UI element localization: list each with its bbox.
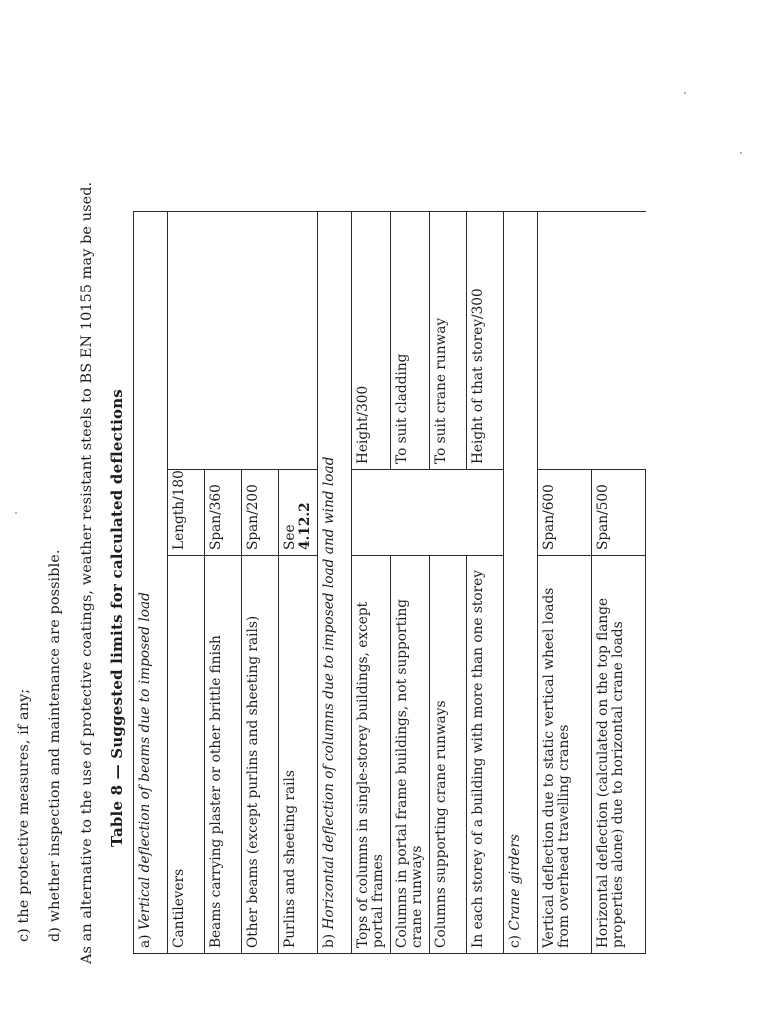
row-description: Columns supporting crane runways	[430, 556, 467, 954]
scan-speck	[684, 92, 686, 94]
row-limit: Height of that storey/300	[467, 211, 504, 469]
scan-speck	[15, 512, 17, 514]
clause-reference: 4.12.2	[297, 502, 313, 550]
table-row	[538, 211, 592, 953]
deflection-limits-table	[133, 211, 646, 954]
table-row	[168, 211, 205, 953]
section-title: Vertical deflection of beams due to imposed load	[137, 592, 153, 931]
row-limit: Height/300	[352, 211, 391, 469]
table-row	[467, 211, 504, 953]
row-limit: Span/600	[538, 470, 592, 556]
section-header	[134, 211, 168, 953]
row-limit: To suit cladding	[391, 211, 430, 469]
table-caption: Table 8 — Suggested limits for calculated deflections	[108, 389, 126, 847]
blank-cell	[352, 470, 504, 556]
row-description: Cantilevers	[168, 556, 205, 954]
list-item-c: c) the protective measures, if any;	[16, 688, 32, 942]
row-description: Horizontal deflection (calculated on the top flange properties alone) due to horizontal crane loads	[592, 556, 646, 954]
section-title: Crane girders	[507, 834, 523, 931]
row-description: Tops of columns in single-storey buildings, except portal frames	[352, 556, 391, 954]
limit-prefix: See	[282, 524, 298, 550]
scan-speck	[740, 152, 742, 154]
blank-cell	[168, 211, 318, 469]
row-description: Columns in portal frame buildings, not supporting crane runways	[391, 556, 430, 954]
list-item-d: d) whether inspection and maintenance are possible.	[47, 549, 63, 942]
row-description: In each storey of a building with more than one storey	[467, 556, 504, 954]
section-title: Horizontal deflection of columns due to imposed load and wind load	[321, 456, 337, 930]
blank-cell	[538, 211, 646, 469]
row-limit: Span/360	[205, 470, 242, 556]
section-letter: b)	[321, 933, 337, 948]
row-description: Other beams (except purlins and sheeting rails)	[242, 556, 279, 954]
alternative-note: As an alternative to the use of protective coatings, weather resistant steels to BS EN 10155 may be used.	[79, 181, 95, 964]
row-description: Vertical deflection due to static vertical wheel loads from overhead travelling cranes	[538, 556, 592, 954]
row-limit: Span/200	[242, 470, 279, 556]
table-row	[430, 211, 467, 953]
row-description: Beams carrying plaster or other brittle finish	[205, 556, 242, 954]
row-description: Purlins and sheeting rails	[279, 556, 318, 954]
table-row	[391, 211, 430, 953]
table-row	[352, 211, 391, 953]
section-header	[504, 211, 538, 953]
row-limit: To suit crane runway	[430, 211, 467, 469]
section-header	[318, 211, 352, 953]
section-letter: a)	[137, 934, 153, 948]
row-limit	[279, 470, 318, 556]
row-limit: Span/500	[592, 470, 646, 556]
row-limit: Length/180	[168, 470, 205, 556]
section-letter: c)	[507, 934, 523, 948]
